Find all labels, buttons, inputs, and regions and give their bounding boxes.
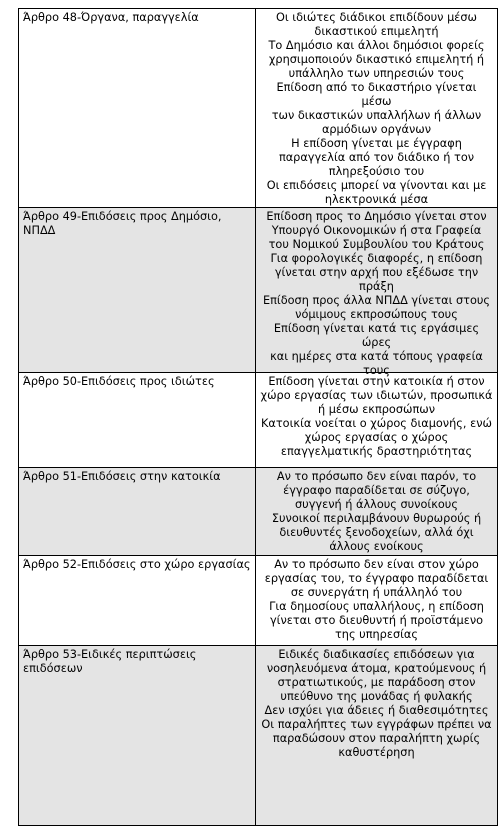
article-title: Άρθρο 48-Όργανα, παραγγελία <box>19 9 256 207</box>
table-row <box>19 555 497 645</box>
summary-line: χώρο εργασίας των ιδιωτών, προσωπικά <box>260 389 493 402</box>
summary-line: υπάλληλο των υπηρεσιών τους <box>288 67 465 80</box>
summary-line: των δικαστικών υπαλλήλων ή άλλων <box>271 109 482 122</box>
article-title: Άρθρο 50-Επιδόσεις προς ιδιώτες <box>19 373 256 467</box>
article-summary <box>256 373 497 467</box>
summary-line: Αν το πρόσωπο δεν είναι στον χώρο <box>274 558 479 571</box>
summary-line: Επίδοση από το δικαστήριο γίνεται μέσω <box>276 81 477 108</box>
summary-line: πράξη <box>359 280 394 293</box>
summary-table <box>18 8 498 826</box>
summary-line: χώρος εργασίας ο χώρος <box>304 431 449 444</box>
summary-line: Για δημοσίους υπαλλήλους, η επίδοση <box>269 600 484 613</box>
summary-line: επαγγελματικής δραστηριότητας <box>280 445 473 458</box>
summary-line: σε συνεργάτη ή υπάλληλό του <box>290 586 463 599</box>
summary-line: του Νομικού Συμβουλίου του Κράτους <box>268 238 485 251</box>
summary-line: στρατιωτικούς, με παράδοση στον <box>277 676 476 689</box>
summary-line: καθυστέρηση <box>338 746 415 759</box>
summary-line: Για φορολογικές διαφορές, η επίδοση <box>270 252 483 265</box>
summary-line: χρησιμοποιούν δικαστικό επιμελητή ή <box>268 53 485 66</box>
table-row <box>19 467 497 555</box>
article-title: Άρθρο 49-Επιδόσεις προς Δημόσιο, ΝΠΔΔ <box>19 208 256 372</box>
summary-line: έγγραφο παραδίδεται σε σύζυγο, <box>283 484 470 497</box>
summary-line: Οι παραλήπτες των εγγράφων πρέπει να <box>261 718 492 731</box>
summary-line: εργασίας του, το έγγραφο παραδίδεται <box>264 572 489 585</box>
summary-line: και ημέρες στα κατά τόπους γραφεία <box>270 350 483 363</box>
summary-line: Η επίδοση γίνεται με έγγραφη <box>291 137 462 150</box>
summary-line: Συνοικοί περιλαμβάνουν θυρωρούς ή <box>271 512 482 525</box>
summary-line: Επίδοση γίνεται στην κατοικία ή στον <box>268 375 485 388</box>
article-title: Άρθρο 51-Επιδόσεις στην κατοικία <box>19 468 256 555</box>
article-title: Άρθρο 52-Επιδόσεις στο χώρο εργασίας <box>19 556 256 645</box>
summary-line: συγγενή ή άλλους συνοίκους <box>295 498 458 511</box>
summary-line: της υπηρεσίας <box>334 628 419 641</box>
summary-line: νόμιμους εκπροσώπους τους <box>295 308 458 321</box>
summary-line: γίνεται στο διευθυντή ή προϊστάμενο <box>269 614 484 627</box>
summary-line: παραδώσουν στον παραλήπτη χωρίς <box>272 732 481 745</box>
summary-line: υπεύθυνο της μονάδας ή φυλακής <box>280 690 473 703</box>
summary-line: νοσηλευόμενα άτομα, κρατούμενους ή <box>266 662 487 675</box>
table-row <box>19 372 497 467</box>
summary-line: γίνεται στην αρχή που εξέδωσε την <box>274 266 479 279</box>
summary-line: τους <box>363 364 390 377</box>
table-row <box>19 645 497 825</box>
summary-line: ηλεκτρονικά μέσα <box>324 193 429 206</box>
summary-line: Επίδοση προς το Δημόσιο γίνεται στον <box>266 210 487 223</box>
table-row <box>19 207 497 377</box>
summary-line: Οι ιδιώτες διάδικοι επιδίδουν μέσω <box>276 11 477 24</box>
summary-line: Υπουργό Οικονομικών ή στα Γραφεία <box>271 224 482 237</box>
article-summary <box>256 9 497 207</box>
article-summary <box>256 646 497 825</box>
summary-line: Οι επιδόσεις μπορεί να γίνονται και με <box>266 179 487 192</box>
summary-line: Επίδοση γίνεται κατά τις εργάσιμες ώρες <box>273 322 480 349</box>
summary-line: Επίδοση προς άλλα ΝΠΔΔ γίνεται στους <box>262 294 491 307</box>
summary-line: Το Δημόσιο και άλλοι δημόσιοι φορείς <box>268 39 485 52</box>
summary-line: Κατοικία νοείται ο χώρος διαμονής, ενώ <box>261 417 492 430</box>
summary-line: αρμόδιων οργάνων <box>321 123 432 136</box>
summary-line: ή μέσω εκπροσώπων <box>317 403 436 416</box>
summary-line: δικαστικού επιμελητή <box>314 25 439 38</box>
article-summary <box>256 556 497 645</box>
summary-line: πληρεξούσιο του <box>328 165 425 178</box>
summary-line: Δεν ισχύει για άδειες ή διαθεσιμότητες <box>264 704 489 717</box>
summary-line: Ειδικές διαδικασίες επιδόσεων για <box>278 648 475 661</box>
summary-line: διευθυντές ξενοδοχείων, αλλά όχι <box>279 526 474 539</box>
table-row <box>19 8 497 207</box>
article-summary <box>256 468 497 555</box>
summary-line: Αν το πρόσωπο δεν είναι παρόν, το <box>276 470 477 483</box>
summary-line: άλλους ενοίκους <box>329 540 424 553</box>
article-title: Άρθρο 53-Ειδικές περιπτώσεις επιδόσεων <box>19 646 256 825</box>
article-summary <box>256 208 497 377</box>
summary-line: παραγγελία από τον διάδικο ή τον <box>278 151 475 164</box>
